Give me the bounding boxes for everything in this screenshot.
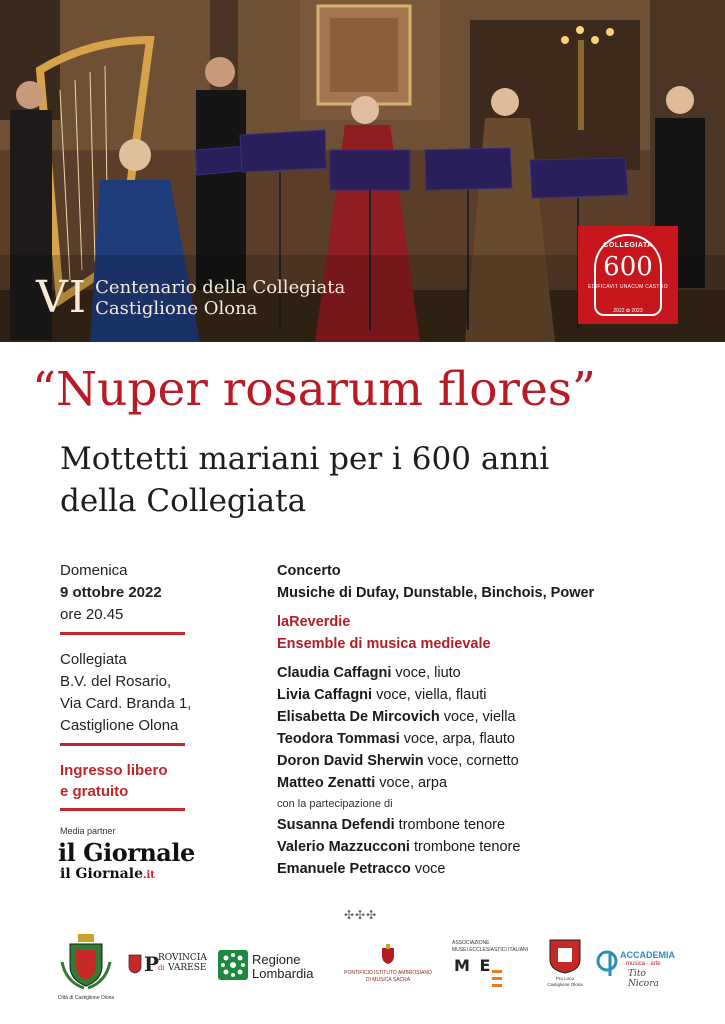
concert-details xyxy=(277,560,717,880)
pontificio-istituto-logo xyxy=(338,944,438,990)
provincia-varese: VARESE xyxy=(168,963,207,973)
divider xyxy=(60,632,185,635)
main-title: “Nuper rosarum flores” xyxy=(32,362,596,417)
pro-loco-shield-icon xyxy=(548,938,582,974)
amei-mark: M E xyxy=(454,956,493,975)
performer-role: voce, cornetto xyxy=(423,753,519,769)
centenary-line-1: Centenario della Collegiata xyxy=(95,277,346,298)
performer-name: Doron David Sherwin xyxy=(277,753,424,769)
performer-role: voce, viella xyxy=(439,709,516,725)
amei-line-2: MUSEI ECCLESIASTICI ITALIANI xyxy=(452,947,529,953)
amei-accent-icon xyxy=(492,970,502,990)
regione-line-2: Lombardia xyxy=(252,966,314,981)
collegiata-600-badge xyxy=(578,226,678,324)
pontificio-line-1: PONTIFICIO ISTITUTO AMBROSIANO xyxy=(344,970,432,976)
guests-label: con la partecipazione di xyxy=(277,798,393,810)
ensemble-description: Ensemble di musica medievale xyxy=(277,636,491,652)
ornament-divider: ✣✣✣ xyxy=(344,908,378,922)
media-partner-label: Media partner xyxy=(60,826,116,836)
amei-logo xyxy=(452,940,534,990)
pro-loco-line-2: Castiglione Olona xyxy=(547,982,583,987)
divider xyxy=(60,743,185,746)
venue-line-4: Castiglione Olona xyxy=(60,717,179,734)
provincia-di: di xyxy=(158,964,165,972)
guest-role: trombone tenore xyxy=(409,839,521,855)
centenary-caption xyxy=(36,272,346,323)
il-giornale-it-suffix: .it xyxy=(142,870,155,881)
performer xyxy=(277,662,717,684)
pro-loco-logo xyxy=(545,938,585,994)
performer-role: voce, viella, flauti xyxy=(372,687,487,703)
subtitle-line-1: Mottetti mariani per i 600 anni xyxy=(60,441,550,477)
provincia-shield-icon xyxy=(128,954,142,974)
performer xyxy=(277,728,717,750)
crest-icon xyxy=(56,932,116,990)
performer-name: Livia Caffagni xyxy=(277,687,373,703)
centenary-line-2: Castiglione Olona xyxy=(95,298,258,319)
centenary-text xyxy=(95,277,345,319)
centenary-roman-numeral: VI xyxy=(36,272,88,323)
event-details xyxy=(60,560,190,825)
provincia-word: ROVINCIA xyxy=(158,953,207,963)
regione-lombardia-logo xyxy=(218,950,328,982)
amei-line-1: ASSOCIAZIONE xyxy=(452,940,490,946)
guest-name: Emanuele Petracco xyxy=(277,861,411,877)
accademia-sub: musica · arte xyxy=(626,961,661,967)
badge-motto: EDIFICAVIT UNACUM CASTRO xyxy=(588,284,668,290)
badge-title: COLLEGIATA xyxy=(603,242,653,249)
performer-name: Elisabetta De Mircovich xyxy=(277,709,440,725)
il-giornale-it-logo xyxy=(60,866,155,882)
event-date: 9 ottobre 2022 xyxy=(60,584,162,601)
performer-role: voce, arpa xyxy=(375,775,448,791)
accademia-logo xyxy=(596,948,676,989)
guest-performer xyxy=(277,858,717,880)
badge-number: 600 xyxy=(603,252,653,282)
il-giornale-it-text: il Giornale xyxy=(60,866,143,882)
divider xyxy=(60,808,185,811)
hero-photo xyxy=(0,0,725,342)
provincia-initial: P xyxy=(144,952,160,976)
performer-name: Claudia Caffagni xyxy=(277,665,392,681)
performer xyxy=(277,706,717,728)
performer-name: Matteo Zenatti xyxy=(277,775,376,791)
provincia-varese-logo xyxy=(128,952,210,978)
performer xyxy=(277,750,717,772)
badge-years: 2022 ✿ 2023 xyxy=(613,308,643,314)
concert-program: Musiche di Dufay, Dunstable, Binchois, Power xyxy=(277,585,595,601)
performer xyxy=(277,772,717,794)
citta-label: Città di Castiglione Olona xyxy=(57,995,115,1001)
performer-name: Teodora Tommasi xyxy=(277,731,400,747)
citta-castiglione-logo xyxy=(56,932,116,1002)
subtitle-line-2: della Collegiata xyxy=(60,483,307,519)
venue-line-2: B.V. del Rosario, xyxy=(60,673,172,690)
performer-role: voce, arpa, flauto xyxy=(399,731,515,747)
regione-line-1: Regione xyxy=(252,952,301,967)
venue-line-1: Collegiata xyxy=(60,651,127,668)
guest-performer xyxy=(277,836,717,858)
guest-role: trombone tenore xyxy=(394,817,506,833)
guest-name: Susanna Defendi xyxy=(277,817,395,833)
pro-loco-line-1: Pro Loco xyxy=(555,976,574,981)
ensemble-name: laReverdie xyxy=(277,614,351,630)
accademia-signature: Tito Nicora xyxy=(628,969,659,989)
entry-line-2: e gratuito xyxy=(60,783,129,800)
subtitle xyxy=(60,438,680,522)
guest-performer xyxy=(277,814,717,836)
accademia-name: ACCADEMIA xyxy=(620,950,675,960)
rosa-camuna-icon xyxy=(218,950,248,980)
event-day: Domenica xyxy=(60,562,128,579)
papal-emblem-icon xyxy=(378,944,398,966)
concert-heading: Concerto xyxy=(277,563,341,579)
guest-role: voce xyxy=(410,861,446,877)
guest-name: Valerio Mazzucconi xyxy=(277,839,410,855)
entry-line-1: Ingresso libero xyxy=(60,762,168,779)
pontificio-line-2: DI MUSICA SACRA xyxy=(365,977,411,983)
il-giornale-logo: il Giornale xyxy=(58,838,195,867)
venue-line-3: Via Card. Branda 1, xyxy=(60,695,192,712)
event-time: ore 20.45 xyxy=(60,606,124,623)
performer xyxy=(277,684,717,706)
treble-clef-icon xyxy=(596,950,618,978)
performer-role: voce, liuto xyxy=(391,665,461,681)
